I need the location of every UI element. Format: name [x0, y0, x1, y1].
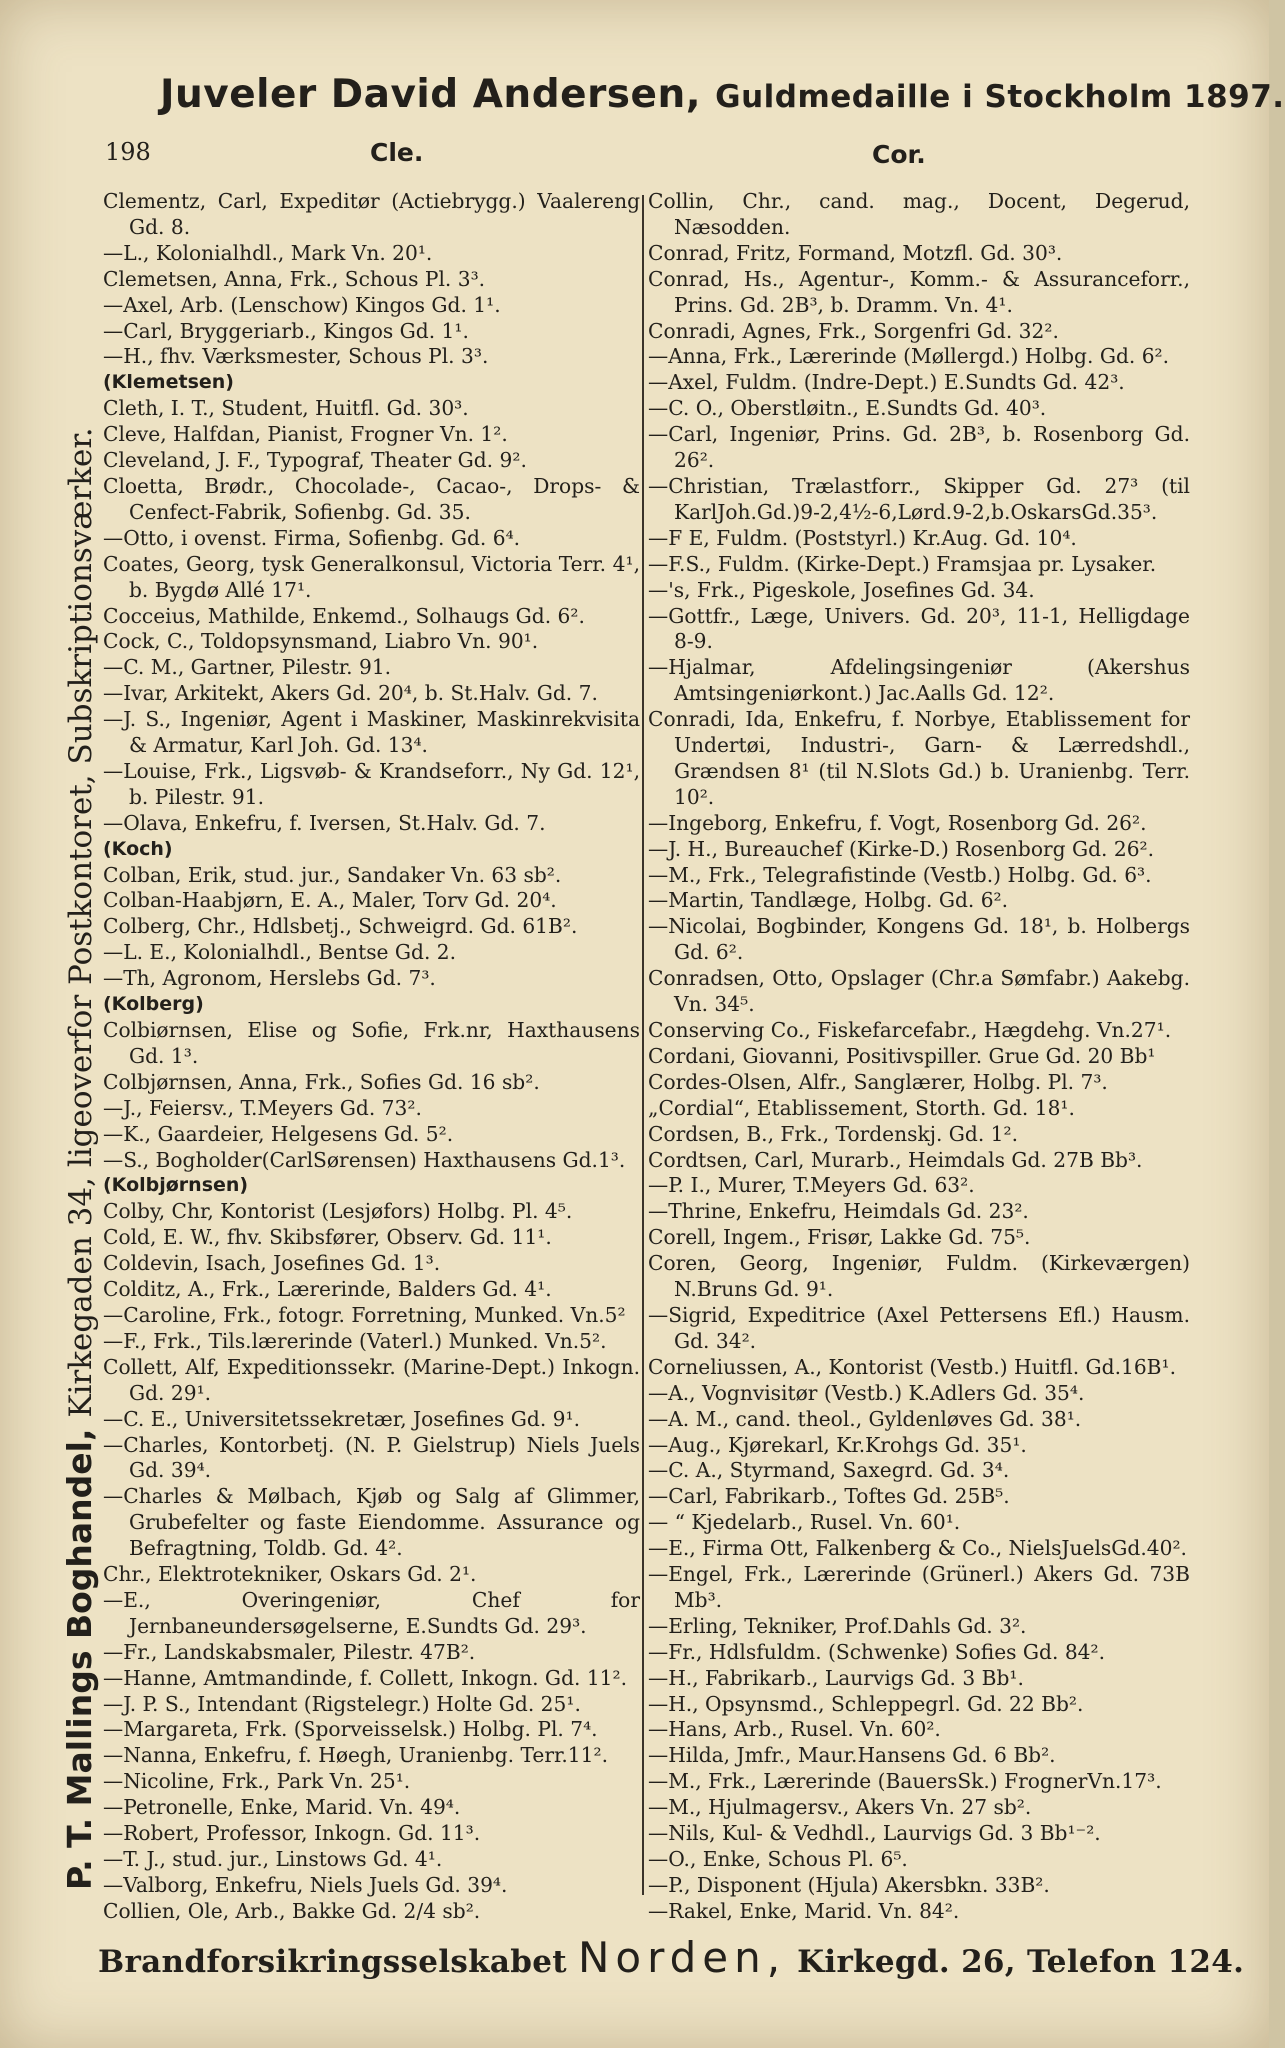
directory-entry: —Margareta, Frk. (Sporveisselsk.) Holbg. Pl. 7⁴. [103, 1717, 598, 1742]
directory-entry: Cock, C., Toldopsynsmand, Liabro Vn. 90¹. [103, 629, 539, 654]
directory-entry: —Anna, Frk., Lærerinde (Møllergd.) Holbg. Gd. 6². [648, 344, 1170, 369]
directory-entry: Cordes-Olsen, Alfr., Sanglærer, Holbg. Pl. 7³. [648, 1069, 1108, 1094]
directory-entry: Cleveland, J. F., Typograf, Theater Gd. 9². [103, 448, 527, 473]
right-column [648, 189, 1190, 1923]
directory-entry: —Christian, Trælastforr., Skipper Gd. 27³ (til KarlJoh.Gd.)9-2,4½-6,Lørd.9-2,b.OskarsGd.35³. [648, 473, 1190, 524]
side-ad-rest: Kirkegaden 34, ligeoverfor Postkontoret, Subskriptionsværker. [63, 427, 99, 1418]
directory-entry: —Petronelle, Enke, Marid. Vn. 49⁴. [103, 1795, 461, 1820]
directory-entry: —O., Enke, Schous Pl. 6⁵. [648, 1847, 908, 1871]
directory-entry: Cleth, I. T., Student, Huitfl. Gd. 30³. [103, 396, 469, 421]
footer-advertisement [98, 1933, 1245, 1982]
footer-ad-company: Brandforsikringsselskabet [98, 1944, 567, 1980]
directory-entry: Cordtsen, Carl, Murarb., Heimdals Gd. 27B Bb³. [648, 1147, 1143, 1172]
directory-entry: Collin, Chr., cand. mag., Docent, Degerud, Næsodden. [648, 189, 1190, 239]
directory-entry: —Carl, Ingeniør, Prins. Gd. 2B³, b. Rosenborg Gd. 26². [648, 422, 1190, 473]
directory-entry: Colberg, Chr., Hdlsbetj., Schweigrd. Gd. 61B². [103, 914, 578, 939]
directory-entry: —F., Frk., Tils.lærerinde (Vaterl.) Munked. Vn.5². [103, 1328, 607, 1353]
directory-entry: —Fr., Landskabsmaler, Pilestr. 47B². [103, 1639, 476, 1664]
directory-entry: Corneliussen, A., Kontorist (Vestb.) Huitfl. Gd.16B¹. [648, 1354, 1177, 1379]
directory-entry: —M., Frk., Lærerinde (BauersSk.) FrognerVn.17³. [648, 1769, 1162, 1794]
directory-entry: —L. E., Kolonialhdl., Bentse Gd. 2. [103, 940, 457, 965]
directory-entry: Cordani, Giovanni, Positivspiller. Grue Gd. 20 Bb¹ [648, 1043, 1156, 1068]
directory-entry: Cold, E. W., fhv. Skibsfører, Observ. Gd. 11¹. [103, 1225, 552, 1250]
directory-entry: Conradi, Agnes, Frk., Sorgenfri Gd. 32². [648, 318, 1059, 343]
directory-entry: —S., Bogholder(CarlSørensen) Haxthausens Gd.1³. [103, 1147, 626, 1172]
directory-entry: —H., Opsynsmd., Schleppegrl. Gd. 22 Bb². [648, 1691, 1084, 1716]
directory-entry: —E., Overingeniør, Chef for Jernbaneundersøgelserne, E.Sundts Gd. 29³. [103, 1587, 640, 1638]
directory-entry: —Caroline, Frk., fotogr. Forretning, Munked. Vn.5² [103, 1302, 626, 1327]
directory-entry: Collett, Alf, Expeditionssekr. (Marine-Dept.) Inkogn. Gd. 29¹. [103, 1354, 640, 1405]
directory-entry: —Charles, Kontorbetj. (N. P. Gielstrup) Niels Juels Gd. 39⁴. [103, 1432, 640, 1483]
directory-entry: Colban-Haabjørn, E. A., Maler, Torv Gd. 20⁴. [103, 888, 557, 913]
header-ad-rest: Guldmedaille i Stockholm 1897. [715, 79, 1285, 115]
directory-entry: —Nicoline, Frk., Park Vn. 25¹. [103, 1769, 411, 1794]
directory-entry: —F.S., Fuldm. (Kirke-Dept.) Framsjaa pr. Lysaker. [648, 551, 1157, 576]
directory-entry: Colbiørnsen, Elise og Sofie, Frk.nr, Haxthausens Gd. 1³. [103, 1018, 640, 1068]
directory-entry: —Axel, Fuldm. (Indre-Dept.) E.Sundts Gd. 42³. [648, 370, 1125, 395]
directory-entry: Colbjørnsen, Anna, Frk., Sofies Gd. 16 sb². [103, 1069, 540, 1094]
directory-entry: —Louise, Frk., Ligsvøb- & Krandseforr., Ny Gd. 12¹, b. Pilestr. 91. [103, 758, 640, 809]
directory-entry: —J. H., Bureauchef (Kirke-D.) Rosenborg Gd. 26². [648, 836, 1155, 861]
directory-entry: —C. M., Gartner, Pilestr. 91. [103, 655, 392, 680]
directory-entry: —Th, Agronom, Herslebs Gd. 7³. [103, 966, 436, 991]
directory-entry: —Ingeborg, Enkefru, f. Vogt, Rosenborg Gd. 26². [648, 810, 1147, 835]
directory-entry: Clementz, Carl, Expeditør (Actiebrygg.) Vaalereng Gd. 8. [103, 189, 640, 239]
directory-entry: Cleve, Halfdan, Pianist, Frogner Vn. 1². [103, 422, 508, 447]
directory-entry: Colditz, A., Frk., Lærerinde, Balders Gd. 4¹. [103, 1277, 552, 1302]
directory-entry: —Hanne, Amtmandinde, f. Collett, Inkogn. Gd. 11². [103, 1665, 628, 1690]
directory-entry: —Sigrid, Expeditrice (Axel Pettersens Efl.) Hausm. Gd. 34². [648, 1302, 1190, 1353]
right-column-heading: Cor. [872, 140, 926, 169]
directory-entry: —Martin, Tandlæge, Holbg. Gd. 6². [648, 888, 1009, 913]
directory-entry: —Axel, Arb. (Lenschow) Kingos Gd. 1¹. [103, 292, 501, 317]
directory-entry: —Hans, Arb., Rusel. Vn. 60². [648, 1717, 941, 1742]
side-ad-lead: P. T. Mallings Boghandel, [60, 1428, 99, 1890]
directory-entry: —P., Disponent (Hjula) Akersbkn. 33B². [648, 1872, 1050, 1897]
directory-entry: —Nicolai, Bogbinder, Kongens Gd. 18¹, b. Holbergs Gd. 6². [648, 914, 1190, 965]
directory-entry: Coren, Georg, Ingeniør, Fuldm. (Kirkeværgen) N.Bruns Gd. 9¹. [648, 1251, 1190, 1302]
directory-entry: Cordsen, B., Frk., Tordenskj. Gd. 1². [648, 1121, 1019, 1146]
directory-entry: —Carl, Fabrikarb., Toftes Gd. 25B⁵. [648, 1484, 1010, 1509]
directory-entry: Collien, Ole, Arb., Bakke Gd. 2/4 sb². [103, 1898, 481, 1923]
directory-entry: —Rakel, Enke, Marid. Vn. 84². [648, 1898, 960, 1923]
directory-entry: Cloetta, Brødr., Chocolade-, Cacao-, Drops- & Cenfect-Fabrik, Sofienbg. Gd. 35. [103, 473, 640, 524]
directory-entry: Conserving Co., Fiskefarcefabr., Hægdehg. Vn.27¹. [648, 1018, 1172, 1042]
directory-entry: —Otto, i ovenst. Firma, Sofienbg. Gd. 6⁴. [103, 525, 521, 550]
directory-entry: —C. E., Universitetssekretær, Josefines Gd. 9¹. [103, 1406, 581, 1431]
header-advertisement [160, 72, 1285, 117]
directory-entry: Cocceius, Mathilde, Enkemd., Solhaugs Gd. 6². [103, 603, 585, 628]
directory-entry: Colby, Chr, Kontorist (Lesjøfors) Holbg. Pl. 4⁵. [103, 1199, 573, 1224]
directory-entry: —Ivar, Arkitekt, Akers Gd. 20⁴, b. St.Halv. Gd. 7. [103, 681, 598, 706]
directory-entry: —Valborg, Enkefru, Niels Juels Gd. 39⁴. [103, 1872, 508, 1897]
directory-entry: Conradsen, Otto, Opslager (Chr.a Sømfabr.) Aakebg. Vn. 34⁵. [648, 966, 1190, 1017]
directory-entry: —M., Frk., Telegrafistinde (Vestb.) Holbg. Gd. 6³. [648, 862, 1152, 887]
page-number: 198 [105, 138, 151, 166]
footer-ad-brand: Norden, [577, 1933, 787, 1982]
directory-entry: —Fr., Hdlsfuldm. (Schwenke) Sofies Gd. 84². [648, 1639, 1106, 1664]
directory-entry: —A. M., cand. theol., Gyldenløves Gd. 38¹. [648, 1406, 1082, 1431]
directory-entry: —Gottfr., Læge, Univers. Gd. 20³, 11-1, Helligdage 8-9. [648, 603, 1190, 654]
directory-entry: —Hjalmar, Afdelingsingeniør (Akershus Amtsingeniørkont.) Jac.Aalls Gd. 12². [648, 655, 1190, 706]
left-column [103, 189, 640, 1923]
column-divider [642, 195, 644, 1895]
directory-entry: —Olava, Enkefru, f. Iversen, St.Halv. Gd. 7. [103, 810, 546, 835]
directory-entry: Conrad, Fritz, Formand, Motzfl. Gd. 30³. [648, 240, 1063, 265]
directory-entry: —J., Feiersv., T.Meyers Gd. 73². [103, 1095, 422, 1120]
directory-entry: „Cordial“, Etablissement, Storth. Gd. 18¹. [648, 1095, 1075, 1120]
cross-reference-heading: (Klemetsen) [103, 371, 234, 394]
directory-entry: Chr., Elektrotekniker, Oskars Gd. 2¹. [103, 1562, 477, 1587]
directory-entry: —T. J., stud. jur., Linstows Gd. 4¹. [103, 1847, 443, 1871]
directory-entry: —F E, Fuldm. (Poststyrl.) Kr.Aug. Gd. 10⁴. [648, 525, 1077, 550]
directory-entry: —Engel, Frk., Lærerinde (Grünerl.) Akers Gd. 73B Mb³. [648, 1562, 1190, 1612]
directory-entry: —J. P. S., Intendant (Rigstelegr.) Holte Gd. 25¹. [103, 1691, 581, 1716]
directory-entry: —Nils, Kul- & Vedhdl., Laurvigs Gd. 3 Bb¹⁻². [648, 1821, 1101, 1846]
directory-entry: Conrad, Hs., Agentur-, Komm.- & Assuranceforr., Prins. Gd. 2B³, b. Dramm. Vn. 4¹. [648, 266, 1190, 317]
directory-entry: —K., Gaardeier, Helgesens Gd. 5². [103, 1121, 454, 1146]
directory-entry: —L., Kolonialhdl., Mark Vn. 20¹. [103, 240, 433, 265]
directory-entry: —M., Hjulmagersv., Akers Vn. 27 sb². [648, 1795, 1032, 1820]
footer-ad-address: Kirkegd. 26, Telefon 124. [797, 1944, 1245, 1980]
directory-entry: —H., fhv. Værksmester, Schous Pl. 3³. [103, 344, 489, 369]
directory-entry: —H., Fabrikarb., Laurvigs Gd. 3 Bb¹. [648, 1665, 1024, 1690]
directory-entry: Corell, Ingem., Frisør, Lakke Gd. 75⁵. [648, 1225, 1031, 1250]
directory-entry: —C. A., Styrmand, Saxegrd. Gd. 3⁴. [648, 1458, 1010, 1483]
directory-entry: —C. O., Oberstløitn., E.Sundts Gd. 40³. [648, 396, 1047, 421]
directory-entry: —Robert, Professor, Inkogn. Gd. 11³. [103, 1821, 481, 1846]
cross-reference-heading: (Kolberg) [103, 993, 204, 1016]
left-column-heading: Cle. [370, 138, 424, 167]
directory-entry: —E., Firma Ott, Falkenberg & Co., NielsJuelsGd.40². [648, 1536, 1187, 1561]
directory-entry: —Nanna, Enkefru, f. Høegh, Uranienbg. Terr.11². [103, 1743, 609, 1768]
directory-entry: —Aug., Kjørekarl, Kr.Krohgs Gd. 35¹. [648, 1432, 1027, 1457]
directory-entry: —P. I., Murer, T.Meyers Gd. 63². [648, 1173, 975, 1198]
directory-entry: —'s, Frk., Pigeskole, Josefines Gd. 34. [648, 577, 1035, 602]
side-advertisement [60, 130, 99, 1890]
directory-entry: —Thrine, Enkefru, Heimdals Gd. 23². [648, 1199, 1029, 1224]
cross-reference-heading: (Koch) [103, 837, 173, 860]
header-ad-lead: Juveler David Andersen, [160, 72, 702, 117]
directory-entry: Colban, Erik, stud. jur., Sandaker Vn. 63 sb². [103, 862, 562, 887]
directory-entry: —A., Vognvisitør (Vestb.) K.Adlers Gd. 35⁴. [648, 1380, 1085, 1405]
directory-entry: Clemetsen, Anna, Frk., Schous Pl. 3³. [103, 266, 486, 291]
directory-entry: Coldevin, Isach, Josefines Gd. 1³. [103, 1251, 441, 1276]
directory-entry: —Erling, Tekniker, Prof.Dahls Gd. 3². [648, 1613, 1027, 1638]
directory-entry: Coates, Georg, tysk Generalkonsul, Victoria Terr. 4¹, b. Bygdø Allé 17¹. [103, 551, 640, 602]
directory-entry: —Charles & Mølbach, Kjøb og Salg af Glimmer, Grubefelter og faste Eiendomme. Assurance og Befragtning, Toldb. Gd. 4². [103, 1484, 640, 1561]
directory-entry: — “ Kjedelarb., Rusel. Vn. 60¹. [648, 1510, 961, 1535]
directory-entry: —Hilda, Jmfr., Maur.Hansens Gd. 6 Bb². [648, 1743, 1056, 1768]
directory-entry: —Carl, Bryggeriarb., Kingos Gd. 1¹. [103, 318, 469, 343]
directory-entry: Conradi, Ida, Enkefru, f. Norbye, Etablissement for Undertøi, Industri-, Garn- & Lærredshdl., Grændsen 8¹ (til N.Slots Gd.) b. Uranienbg. Terr. 10². [648, 707, 1190, 809]
directory-entry: —J. S., Ingeniør, Agent i Maskiner, Maskinrekvisita & Armatur, Karl Joh. Gd. 13⁴. [103, 707, 640, 758]
cross-reference-heading: (Kolbjørnsen) [103, 1174, 249, 1197]
